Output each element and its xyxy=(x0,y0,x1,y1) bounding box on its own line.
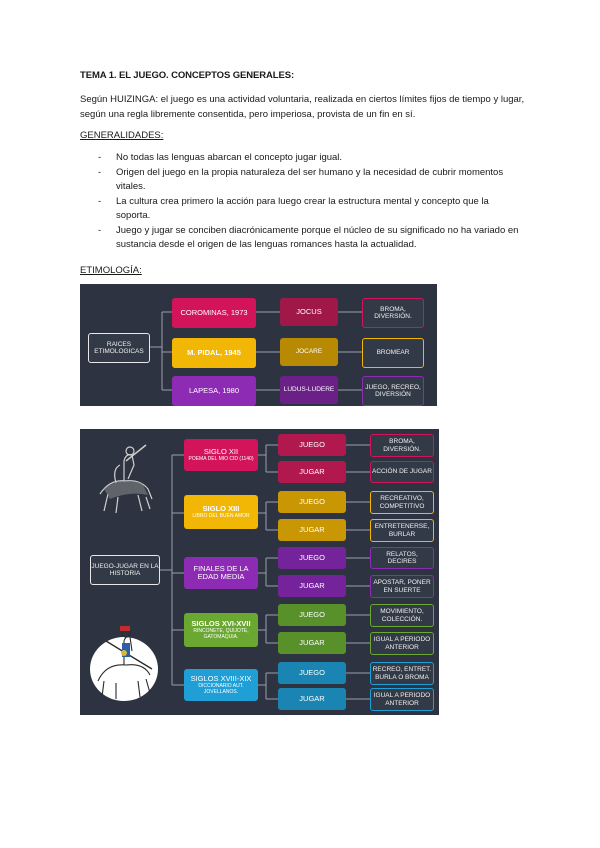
word-jugar: JUGAR xyxy=(278,632,346,654)
word-jugar: JUGAR xyxy=(278,575,346,597)
bullet-dash: - xyxy=(98,152,102,163)
period-siglo-xiii xyxy=(184,495,258,529)
bullet-dash: - xyxy=(98,166,102,178)
word-jugar: JUGAR xyxy=(278,519,346,541)
meaning-box: MOVIMIENTO, COLECCIÓN. xyxy=(370,604,434,627)
meaning-box: RECREATIVO, COMPETITIVO xyxy=(370,491,434,514)
bullet-dash: - xyxy=(98,195,102,207)
word-ludus: LUDUS-LUDERE xyxy=(280,376,338,404)
etimologia-heading: ETIMOLOGÍA: xyxy=(80,265,142,276)
period-siglo-xii xyxy=(184,439,258,471)
generalidades-heading: GENERALIDADES: xyxy=(80,130,164,141)
word-jocare: JOCARE xyxy=(280,338,338,366)
bullet-dash: - xyxy=(98,224,102,236)
meaning-box: RELATOS, DECIRES xyxy=(370,547,434,569)
word-jugar: JUGAR xyxy=(278,688,346,710)
generalidades-list xyxy=(80,151,520,253)
period-siglos-xviii-xix xyxy=(184,669,258,701)
meaning-box: ACCIÓN DE JUGAR xyxy=(370,461,434,483)
period-subtitle: RINCONETE, QUIJOTE, GATOMAQUIA. xyxy=(193,628,249,641)
word-juego: JUEGO xyxy=(278,604,346,626)
meaning-bromear: BROMEAR xyxy=(362,338,424,368)
bullet-text: No todas las lenguas abarcan el concepto jugar igual. xyxy=(116,152,343,163)
history-diagram xyxy=(80,429,439,715)
meaning-broma: BROMA, DIVERSIÓN. xyxy=(362,298,424,328)
period-subtitle: POEMA DEL MIO CID (1140) xyxy=(188,456,254,463)
period-siglos-xvi-xvii xyxy=(184,613,258,647)
list-item xyxy=(80,166,520,195)
word-jugar: JUGAR xyxy=(278,461,346,483)
etymology-diagram xyxy=(80,284,437,406)
list-item xyxy=(80,151,520,166)
meaning-box: APOSTAR, PONER EN SUERTE xyxy=(370,575,434,598)
author-corominas: COROMINAS, 1973 xyxy=(172,298,256,328)
bullet-text: Origen del juego en la propia naturaleza del ser humano y la necesidad de cubrir momentos vitales. xyxy=(116,166,504,192)
word-juego: JUEGO xyxy=(278,491,346,513)
meaning-juego-recreo: JUEGO, RECREO, DIVERSIÓN xyxy=(362,376,424,406)
cid-horseman-illustration xyxy=(90,439,160,519)
word-jocus: JOCUS xyxy=(280,298,338,326)
period-title: SIGLO XII xyxy=(203,446,239,456)
word-juego: JUEGO xyxy=(278,662,346,684)
roots-label: RAICES ETIMOLOGICAS xyxy=(88,333,150,363)
list-item xyxy=(80,224,520,253)
meaning-box: ENTRETENERSE, BURLAR xyxy=(370,519,434,542)
period-title: SIGLOS XVIII-XIX xyxy=(190,673,252,683)
document-title: TEMA 1. EL JUEGO. CONCEPTOS GENERALES: xyxy=(80,70,295,81)
author-pidal: M. PIDAL, 1945 xyxy=(172,338,256,368)
meaning-box: IGUAL A PERIODO ANTERIOR xyxy=(370,688,434,711)
period-finales-edad-media xyxy=(184,557,258,589)
meaning-box: RECREO, ENTRET. BURLA O BROMA xyxy=(370,662,434,685)
word-juego: JUEGO xyxy=(278,434,346,456)
bullet-text: La cultura crea primero la acción para luego crear la estructura mental y concepto que la soporta. xyxy=(116,195,489,221)
period-subtitle: DICCIONARIO AUT. JOVELLANOS. xyxy=(198,683,244,696)
meaning-box: BROMA, DIVERSIÓN. xyxy=(370,434,434,457)
period-subtitle: LIBRO DEL BUEN AMOR xyxy=(192,513,250,520)
period-title: SIGLOS XVI-XVII xyxy=(191,618,251,628)
meaning-box: IGUAL A PERIODO ANTERIOR xyxy=(370,632,434,655)
author-lapesa: LAPESA, 1980 xyxy=(172,376,256,406)
history-label: JUEGO-JUGAR EN LA HISTORIA xyxy=(90,555,160,585)
period-title: SIGLO XIII xyxy=(202,503,240,513)
quijote-illustration xyxy=(86,611,162,707)
bullet-text: Juego y jugar se conciben diacrónicamente porque el núcleo de su significado no ha variado en sustancia desde el origen de las lenguas romances hasta la actualidad. xyxy=(116,224,519,250)
period-title: FINALES DE LA EDAD MEDIA xyxy=(193,563,249,581)
list-item xyxy=(80,195,520,224)
word-juego: JUEGO xyxy=(278,547,346,569)
intro-paragraph: Según HUIZINGA: el juego es una actividad voluntaria, realizada en ciertos límites fijos de tiempo y lugar, según una regla libremente consentida, pero imperiosa, provista de un fin en sí. xyxy=(80,94,525,120)
